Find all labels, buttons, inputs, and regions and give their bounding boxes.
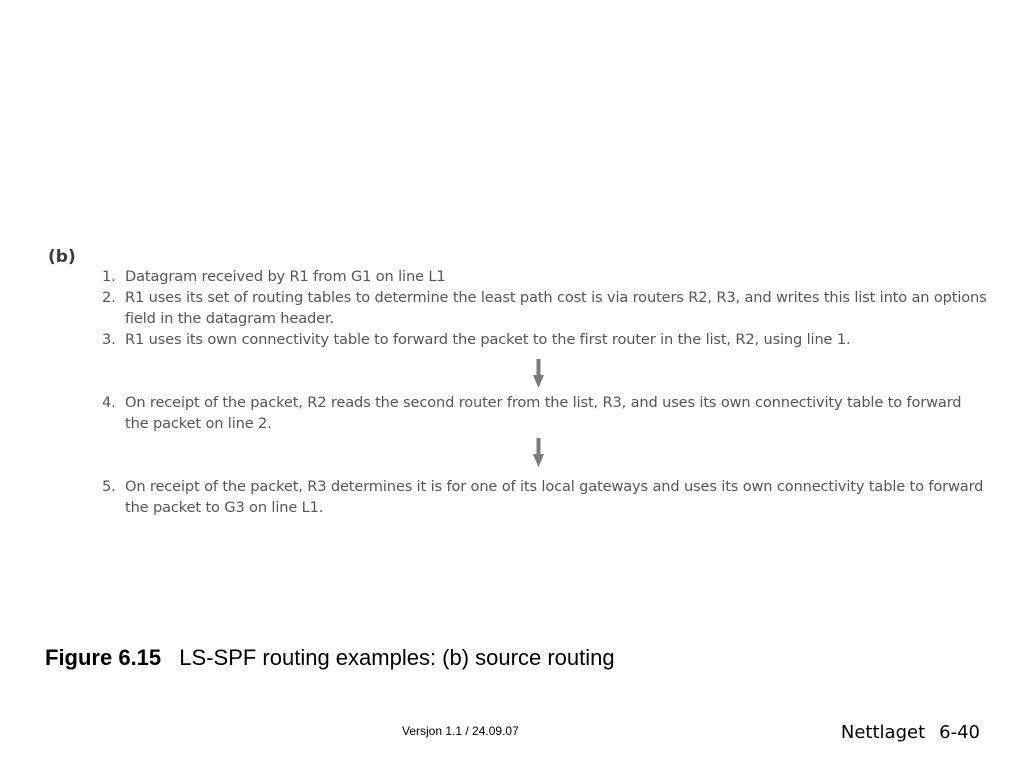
figure-caption (45, 645, 615, 671)
arrow-spacer (102, 350, 992, 392)
step-text-line: the packet on line 2. (125, 415, 272, 432)
step-number: 3. (102, 331, 116, 348)
routing-steps-list (102, 266, 992, 518)
figure-number: Figure 6.15 (45, 645, 162, 670)
step-item-4 (102, 392, 992, 434)
step-number: 5. (102, 478, 116, 495)
step-text-line: the packet to G3 on line L1. (125, 499, 324, 516)
step-text-line: R1 uses its set of routing tables to determine the least path cost is via routers R2, R3, and writes this list into an options (125, 289, 987, 306)
version-footer: Versjon 1.1 / 24.09.07 (402, 724, 519, 738)
step-item-1 (102, 266, 992, 287)
down-arrow-icon (533, 438, 544, 467)
figure-part-label: (b) (48, 247, 76, 267)
step-item-5 (102, 476, 992, 518)
step-text: Datagram received by R1 from G1 on line L1 (125, 268, 446, 285)
step-number: 1. (102, 268, 116, 285)
step-number: 2. (102, 289, 116, 306)
step-item-3 (102, 329, 992, 350)
page-label (841, 722, 980, 743)
step-text (125, 476, 992, 518)
step-number: 4. (102, 394, 116, 411)
step-text (125, 392, 992, 434)
step-text (125, 287, 992, 329)
step-text: R1 uses its own connectivity table to forward the packet to the first router in the list, R2, using line 1. (125, 331, 851, 348)
arrow-spacer (102, 434, 992, 476)
down-arrow-icon (533, 359, 544, 388)
step-text-line: On receipt of the packet, R3 determines it is for one of its local gateways and uses its own connectivity table to forward (125, 478, 984, 495)
step-text-line: On receipt of the packet, R2 reads the second router from the list, R3, and uses its own connectivity table to forward (125, 394, 962, 411)
figure-title: LS-SPF routing examples: (b) source routing (179, 645, 615, 670)
chapter-name: Nettlaget (840, 722, 926, 743)
step-item-2 (102, 287, 992, 329)
step-text-line: field in the datagram header. (125, 310, 334, 327)
page-number: 6-40 (939, 722, 980, 743)
